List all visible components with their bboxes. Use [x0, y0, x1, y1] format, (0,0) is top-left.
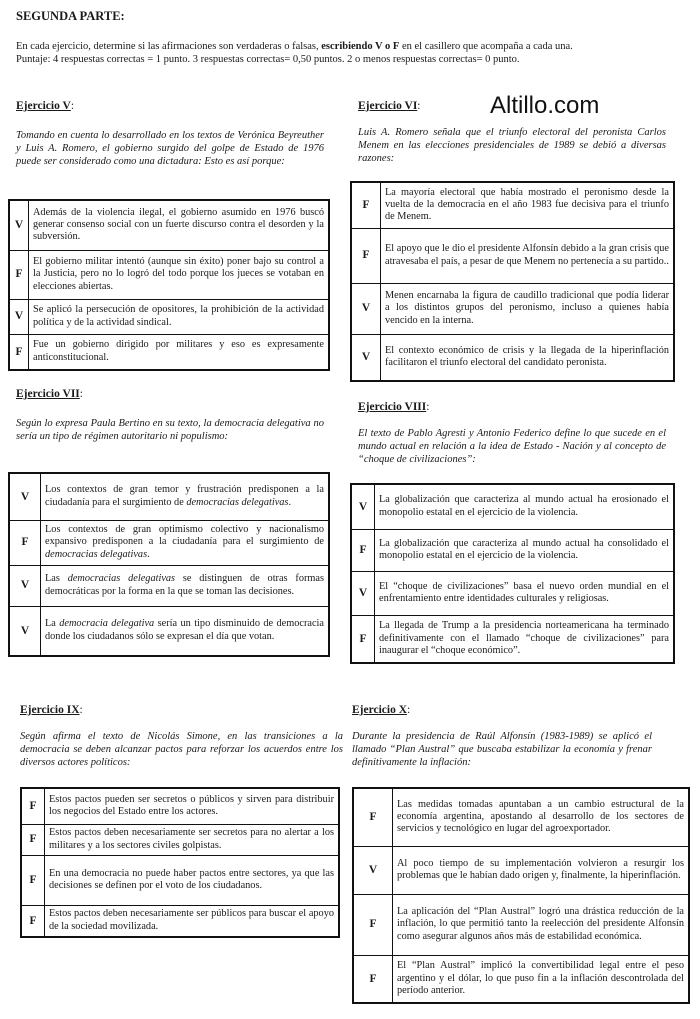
statement-emphasis: democracia delegativa — [59, 618, 155, 630]
answer-cell: V — [9, 200, 29, 250]
exercise-9-table — [20, 787, 340, 938]
table-row — [9, 250, 329, 299]
answer-cell: F — [21, 905, 45, 937]
statement-text: se distinguen de otras formas democráticas por la forma en la que se toman las decisiones. — [45, 573, 324, 597]
answer-cell: F — [353, 955, 393, 1003]
statement-cell: Menen encarnaba la figura de caudillo tradicional que podía liderar a los distintos grupos del peronismo, incluso a quienes había vencido en la interna. — [381, 283, 675, 334]
answer-cell: V — [9, 565, 41, 606]
statement-cell: En una democracia no puede haber pactos entre sectores, ya que las decisiones se definen por el voto de los ciudadanos. — [45, 855, 340, 905]
answer-cell: F — [21, 824, 45, 855]
answer-cell: V — [351, 484, 375, 529]
table-row — [351, 283, 674, 334]
answer-cell: V — [9, 473, 41, 520]
answer-cell: F — [9, 520, 41, 565]
exercise-title: Ejercicio VI — [358, 100, 418, 112]
answer-cell: F — [353, 788, 393, 846]
statement-cell: El gobierno militar intentó (aunque sin éxito) poner bajo su control a la Justicia, pero no lo logró del todo porque los jueces se votaban en elecciones abiertas. — [29, 250, 330, 299]
statement-cell: Estos pactos deben necesariamente ser públicos para buscar el apoyo de la sociedad movilizada. — [45, 905, 340, 937]
statement-cell: La llegada de Trump a la presidencia norteamericana ha terminado definitivamente con el llamado “choque de civilizaciones” para inaugurar el “choque económico”. — [375, 615, 675, 663]
instructions-bold: escribiendo V o F — [321, 41, 400, 52]
exercise-title: Ejercicio V — [16, 100, 71, 112]
table-row — [21, 905, 339, 937]
instructions-text-2: en el casillero que acompaña a cada una. — [399, 41, 573, 52]
statement-text: Los contextos de gran optimismo colectivo y nacionalismo expansivo predisponen a la ciudadanía para el surgimiento de — [45, 524, 324, 548]
statement-cell: La mayoría electoral que había mostrado el peronismo desde la vuelta de la democracia en el año 1983 fue decisiva para el triunfo de Menem. — [381, 182, 675, 228]
table-row — [9, 334, 329, 370]
statement-text: La — [45, 618, 60, 630]
table-row — [351, 615, 674, 663]
exercise-7-intro: Según lo expresa Paula Bertino en su texto, la democracia delegativa no sería un tipo de régimen autoritario ni populismo: — [16, 418, 324, 442]
exercise-title: Ejercicio VII — [16, 388, 80, 400]
exercise-9-heading: Ejercicio IX: — [20, 704, 83, 716]
statement-cell: Fue un gobierno dirigido por militares y eso es expresamente anticonstitucional. — [29, 334, 330, 370]
answer-cell: V — [353, 846, 393, 894]
answer-cell: F — [9, 334, 29, 370]
instructions-line — [16, 40, 681, 53]
table-row — [353, 955, 689, 1003]
table-row — [9, 520, 329, 565]
statement-text: sería un tipo disminuido de democracia donde los ciudadanos sólo se expresan el día que votan. — [45, 618, 324, 642]
table-row — [21, 788, 339, 824]
statement-cell — [41, 606, 330, 656]
exercise-title: Ejercicio VIII — [358, 401, 427, 413]
exercise-title: Ejercicio IX — [20, 704, 80, 716]
exercise-5-heading: Ejercicio V: — [16, 100, 75, 112]
statement-emphasis: democracias delegativas — [67, 573, 176, 585]
statement-cell: Además de la violencia ilegal, el gobierno asumido en 1976 buscó generar consenso social con un fuerte discurso contra el desorden y la subversión. — [29, 200, 330, 250]
table-row — [21, 855, 339, 905]
statement-cell: Se aplicó la persecución de opositores, la prohibición de la actividad política y de la actividad sindical. — [29, 299, 330, 334]
answer-cell: F — [351, 529, 375, 571]
exercise-8-table — [350, 483, 675, 664]
table-row — [351, 228, 674, 283]
statement-emphasis: democracias delegativas — [45, 548, 148, 560]
statement-cell: Las medidas tomadas apuntaban a un cambio estructural de la economía argentina, apostando al desarrollo de los sectores de servicios y tecnológico en lugar del agroexportador. — [393, 788, 690, 846]
table-row — [351, 334, 674, 381]
instructions — [16, 40, 681, 66]
exercise-6-table — [350, 181, 675, 382]
table-row — [9, 200, 329, 250]
exercise-7-heading: Ejercicio VII: — [16, 388, 83, 400]
statement-cell: La aplicación del “Plan Austral” logró una drástica reducción de la inflación, lo que permitió tanto la reelección del presidente Alfonsín como asegurar algunos años más de estabilidad económica. — [393, 894, 690, 955]
statement-cell — [41, 565, 330, 606]
table-row — [9, 473, 329, 520]
table-row — [9, 299, 329, 334]
exercise-8-intro: El texto de Pablo Agresti y Antonio Federico define lo que sucede en el mundo actual en relación a la idea de Estado - Nación y al concepto de “choque de civilizaciones”: — [358, 428, 666, 465]
statement-cell: La globalización que caracteriza al mundo actual ha consolidado el monopolio estatal en el ejercicio de la violencia. — [375, 529, 675, 571]
statement-cell — [41, 520, 330, 565]
table-row — [351, 182, 674, 228]
statement-cell: El apoyo que le dio el presidente Alfonsín debido a la gran crisis que atravesaba el país, a pesar de que Menem no pertenecía a su partido.. — [381, 228, 675, 283]
exercise-10-intro: Durante la presidencia de Raúl Alfonsín (1983-1989) se aplicó el llamado “Plan Austral” que buscaba estabilizar la economía y frenar definitivamente la inflación: — [352, 731, 652, 768]
answer-cell: V — [351, 571, 375, 615]
table-row — [9, 606, 329, 656]
statement-cell: El contexto económico de crisis y la llegada de la hiperinflación facilitaron el triunfo electoral del candidato peronista. — [381, 334, 675, 381]
statement-emphasis: democracias delegativas — [186, 496, 289, 508]
answer-cell: V — [9, 606, 41, 656]
statement-cell: La globalización que caracteriza al mundo actual ha erosionado el monopolio estatal en el ejercicio de la violencia. — [375, 484, 675, 529]
scoring-text: Puntaje: 4 respuestas correctas = 1 punto. 3 respuestas correctas= 0,50 puntos. 2 o menos respuestas correctas= 0 punto. — [16, 54, 520, 65]
answer-cell: F — [351, 182, 381, 228]
table-row — [351, 529, 674, 571]
exercise-8-heading: Ejercicio VIII: — [358, 401, 430, 413]
statement-text: . — [288, 496, 292, 508]
page-title: SEGUNDA PARTE: — [16, 9, 125, 23]
exercise-title: Ejercicio X — [352, 704, 408, 716]
table-row — [351, 571, 674, 615]
statement-cell: Al poco tiempo de su implementación volvieron a resurgir los problemas que le habían dado origen y, finalmente, la hiperinflación. — [393, 846, 690, 894]
answer-cell: F — [353, 894, 393, 955]
table-row — [353, 846, 689, 894]
statement-text: Las — [45, 573, 68, 585]
exercise-6-intro: Luis A. Romero señala que el triunfo electoral del peronista Carlos Menem en las elecciones presidenciales de 1989 se debió a diversas razones: — [358, 127, 666, 164]
answer-cell: F — [21, 855, 45, 905]
answer-cell: F — [351, 228, 381, 283]
statement-cell: El “choque de civilizaciones” basa el nuevo orden mundial en el enfrentamiento entre identidades culturales y religiosas. — [375, 571, 675, 615]
exercise-6-heading: Ejercicio VI: — [358, 100, 421, 112]
exercise-5-intro: Tomando en cuenta lo desarrollado en los textos de Verónica Beyreuther y Luis A. Romero, el gobierno surgido del golpe de Estado de 1976 puede ser considerado como una dictadura: Esto es así porque: — [16, 130, 324, 167]
instructions-text-1: En cada ejercicio, determine si las afirmaciones son verdaderas o falsas, — [16, 41, 322, 52]
statement-cell: El “Plan Austral” implicó la convertibilidad legal entre el peso argentino y el dólar, lo que puso fin a la inflación descontrolada del período anterior. — [393, 955, 690, 1003]
statement-text: Los contextos de gran temor y frustración predisponen a la ciudadanía para el surgimiento de — [45, 484, 324, 508]
statement-text: . — [147, 548, 150, 560]
statement-cell — [41, 473, 330, 520]
table-row — [351, 484, 674, 529]
watermark-logo: Altillo.com — [490, 92, 600, 119]
answer-cell: F — [9, 250, 29, 299]
exercise-7-table — [8, 472, 330, 657]
statement-cell: Estos pactos pueden ser secretos o públicos y sirven para distribuir los negocios del Estado entre los actores. — [45, 788, 340, 824]
exercise-10-table — [352, 787, 690, 1004]
exercise-5-table — [8, 199, 330, 371]
answer-cell: V — [9, 299, 29, 334]
answer-cell: V — [351, 334, 381, 381]
table-row — [353, 894, 689, 955]
answer-cell: F — [21, 788, 45, 824]
answer-cell: V — [351, 283, 381, 334]
exercise-10-heading: Ejercicio X: — [352, 704, 411, 716]
table-row — [9, 565, 329, 606]
table-row — [353, 788, 689, 846]
answer-cell: F — [351, 615, 375, 663]
exercise-9-intro: Según afirma el texto de Nicolás Simone, en las transiciones a la democracia se deben alcanzar pactos para reforzar los acuerdos entre los diversos actores políticos: — [20, 731, 343, 768]
table-row — [21, 824, 339, 855]
statement-cell: Estos pactos deben necesariamente ser secretos para no alertar a los militares y a los sectores civiles golpistas. — [45, 824, 340, 855]
